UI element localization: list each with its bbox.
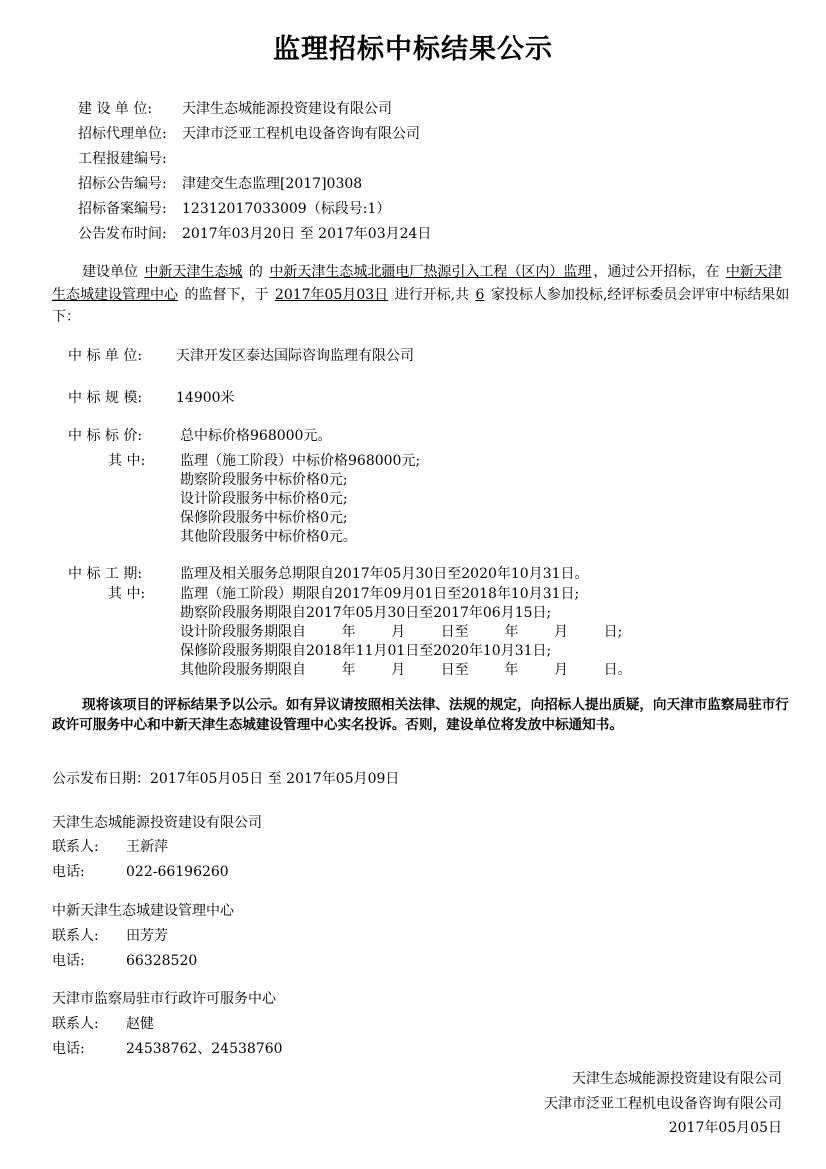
period-label: 中 标 工 期: <box>68 566 143 582</box>
scale-row <box>68 389 235 407</box>
intro-text: ，通过公开招标，在 <box>593 264 720 280</box>
period-item: 勘察阶段服务期限自2017年05月30日至2017年06月15日; <box>180 605 552 621</box>
intro-owner: 中新天津生态城 <box>144 264 243 280</box>
contact-person-label: 联系人: <box>52 839 99 855</box>
info-row-project-code <box>78 150 182 168</box>
price-item: 设计阶段服务中标价格0元; <box>180 491 348 507</box>
contact-org: 中新天津生态城建设管理中心 <box>52 903 234 919</box>
winner-row <box>68 347 414 365</box>
period-total: 监理及相关服务总期限自2017年05月30日至2020年10月31日。 <box>180 566 589 582</box>
signature-org-owner: 天津生态城能源投资建设有限公司 <box>572 1071 782 1087</box>
contact-org: 天津生态城能源投资建设有限公司 <box>52 815 262 831</box>
contact-phone-label: 电话: <box>52 864 85 880</box>
price-item: 监理（施工阶段）中标价格968000元; <box>180 453 421 469</box>
intro-text: 建设单位 <box>82 264 138 280</box>
contact-person: 王新萍 <box>126 839 168 855</box>
contact-org: 天津市监察局驻市行政许可服务中心 <box>52 991 276 1007</box>
contact-person: 田芳芳 <box>126 928 168 944</box>
intro-text: 家投标人参加投标,经评标委员会评审中标结果如下： <box>52 286 790 325</box>
info-row-notice-code <box>78 175 362 193</box>
price-sub-label: 其 中: <box>108 453 146 469</box>
info-value: 天津生态城能源投资建设有限公司 <box>182 101 392 117</box>
intro-date: 2017年05月03日 <box>274 286 389 303</box>
info-label: 工程报建编号: <box>78 151 167 167</box>
contact-phone-row <box>52 1040 283 1058</box>
info-value: 天津市泛亚工程机电设备咨询有限公司 <box>182 126 420 142</box>
info-row-record-code <box>78 200 390 218</box>
signature-org-agent: 天津市泛亚工程机电设备咨询有限公司 <box>544 1096 782 1112</box>
contact-phone-row <box>52 952 197 970</box>
contact-person-row <box>52 927 168 945</box>
info-value: 津建交生态监理[2017]0308 <box>182 176 363 192</box>
period-item: 监理（施工阶段）期限自2017年09月01日至2018年10月31日; <box>180 586 580 602</box>
info-value: 12312017033009（标段号:1） <box>182 201 391 217</box>
price-label: 中 标 标 价: <box>68 428 143 444</box>
signature-date: 2017年05月05日 <box>668 1120 782 1136</box>
price-item: 保修阶段服务中标价格0元; <box>180 510 348 526</box>
info-row-agent <box>78 125 420 143</box>
period-item: 其他阶段服务期限自 年 月 日至 年 月 日。 <box>180 662 632 678</box>
intro-supervisor: 中新天津生态城建设管理中心 <box>52 264 782 303</box>
period-item: 设计阶段服务期限自 年 月 日至 年 月 日; <box>180 624 623 640</box>
intro-text: 的监督下，于 <box>184 286 269 303</box>
period-sub-label: 其 中: <box>108 586 146 602</box>
page-title: 监理招标中标结果公示 <box>273 34 553 65</box>
info-label: 招标公告编号: <box>78 176 167 192</box>
info-value: 2017年03月20日 至 2017年03月24日 <box>182 226 432 242</box>
period-item: 保修阶段服务期限自2018年11月01日至2020年10月31日; <box>180 643 552 659</box>
contact-phone: 24538762、24538760 <box>126 1041 283 1057</box>
info-row-publish-time <box>78 225 431 243</box>
contact-person-label: 联系人: <box>52 1016 99 1032</box>
publish-date: 公示发布日期：2017年05月05日 至 2017年05月09日 <box>52 771 400 787</box>
intro-project: 中新天津生态城北疆电厂热源引入工程（区内）监理 <box>269 264 592 280</box>
contact-phone: 022-66196260 <box>126 864 229 880</box>
intro-count: 6 <box>475 286 485 303</box>
contact-phone-label: 电话: <box>52 1041 85 1057</box>
intro-text: 的 <box>248 264 263 280</box>
price-item: 勘察阶段服务中标价格0元; <box>180 472 348 488</box>
price-item: 其他阶段服务中标价格0元。 <box>180 529 357 545</box>
info-label: 建 设 单 位: <box>78 101 153 117</box>
info-row-owner <box>78 100 392 118</box>
scale-label: 中 标 规 模: <box>68 390 143 406</box>
intro-text: 进行开标,共 <box>394 286 470 303</box>
contact-phone: 66328520 <box>126 953 198 969</box>
contact-person-row <box>52 1015 154 1033</box>
objection-notice: 现将该项目的评标结果予以公示。如有异议请按照相关法律、法规的规定，向招标人提出质疑，向天津市监察局驻市行政许可服务中心和中新天津生态城建设管理中心实名投诉。否则，建设单位将发放中标通知书。 <box>52 697 789 733</box>
price-total: 总中标价格968000元。 <box>180 428 332 444</box>
contact-phone-row <box>52 863 229 881</box>
winner-label: 中 标 单 位: <box>68 348 143 364</box>
contact-person: 赵健 <box>126 1016 154 1032</box>
contact-person-row <box>52 838 168 856</box>
info-label: 招标代理单位: <box>78 126 167 142</box>
info-label: 招标备案编号: <box>78 201 167 217</box>
winner-value: 天津开发区泰达国际咨询监理有限公司 <box>176 348 414 364</box>
contact-person-label: 联系人: <box>52 928 99 944</box>
intro-paragraph <box>52 261 794 329</box>
contact-phone-label: 电话: <box>52 953 85 969</box>
scale-value: 14900米 <box>176 390 235 406</box>
info-label: 公告发布时间: <box>78 226 167 242</box>
